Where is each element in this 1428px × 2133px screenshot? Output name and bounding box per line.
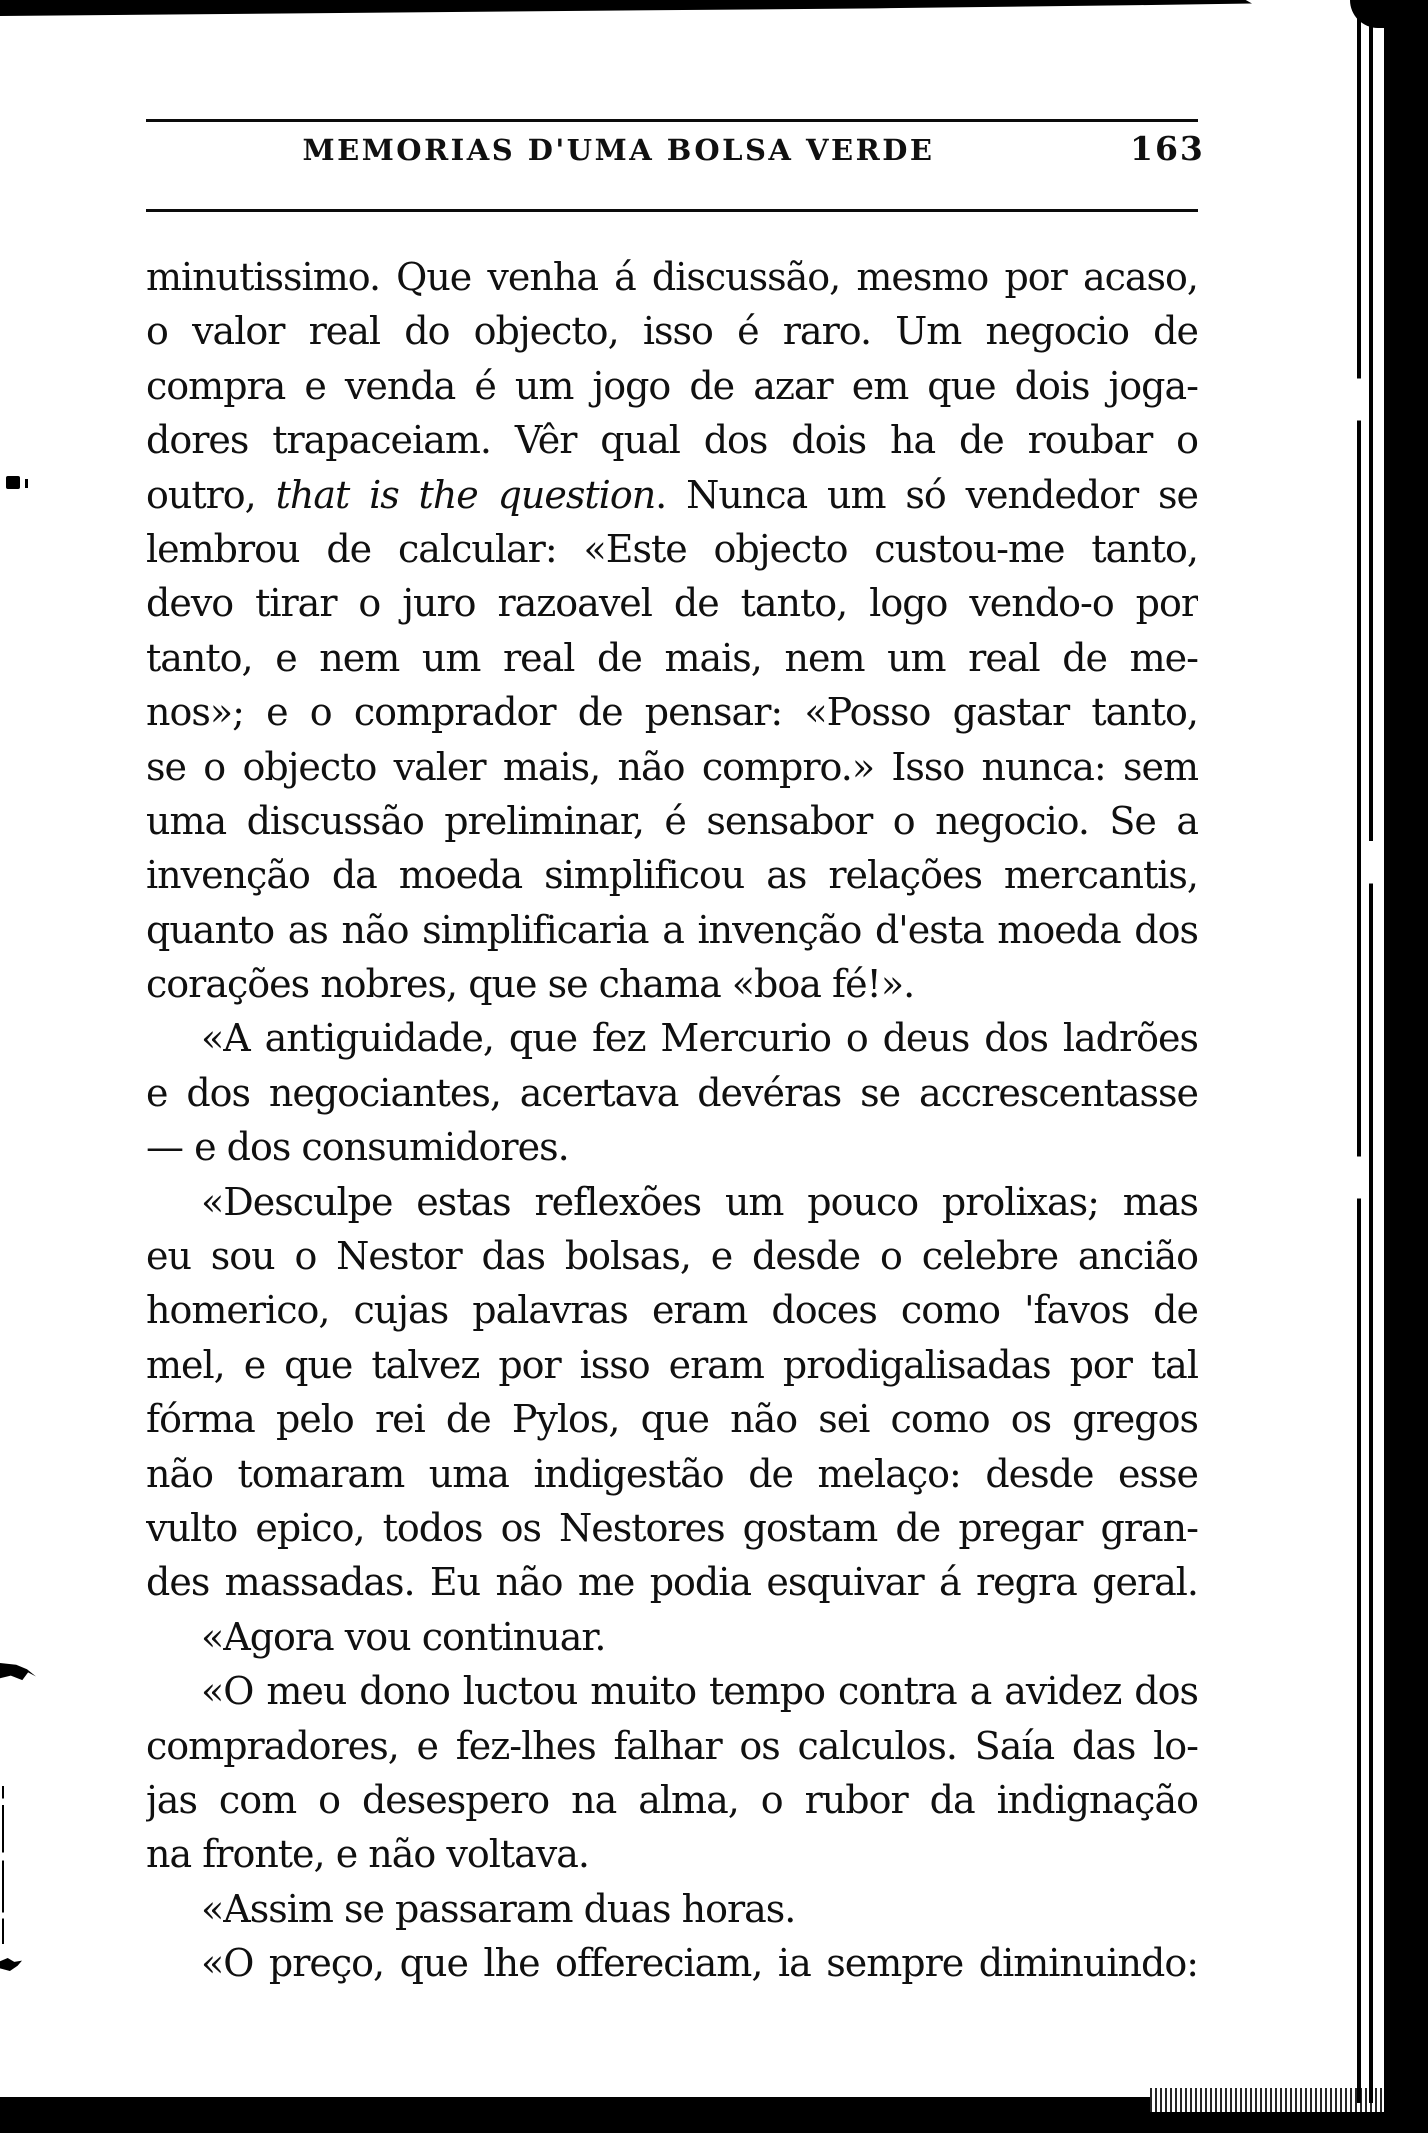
text-line: «A antiguidade, que fez Mercurio o deus dos ladrões xyxy=(201,1016,1198,1061)
margin-crease-line xyxy=(2,1786,4,1944)
margin-ink-blot xyxy=(0,1958,22,1971)
text-line: homerico, cujas palavras eram doces como 'favos de xyxy=(146,1288,1198,1333)
text-line: «O preço, que lhe offereciam, ia sempre diminuindo: xyxy=(201,1941,1198,1986)
text-line: — e dos consumidores. xyxy=(146,1125,569,1170)
header-rule-bottom xyxy=(146,209,1198,212)
text-line: não tomaram uma indigestão de melaço: desde esse xyxy=(146,1451,1198,1496)
text-line: e dos negociantes, acertava devéras se accrescentasse xyxy=(146,1070,1198,1115)
text-line: devo tirar o juro razoavel de tanto, logo vendo-o por xyxy=(146,581,1198,626)
scan-right-binding-top xyxy=(1350,0,1428,28)
margin-smudge xyxy=(0,1663,36,1681)
text-line: nos»; e o comprador de pensar: «Posso gastar tanto, xyxy=(146,690,1198,735)
margin-ink-blot xyxy=(25,479,28,488)
text-line: minutissimo. Que venha á discussão, mesmo por acaso, xyxy=(146,255,1198,299)
text-line: vulto epico, todos os Nestores gostam de pregar gran- xyxy=(146,1505,1198,1550)
text-line: compra e venda é um jogo de azar em que dois joga- xyxy=(146,363,1198,408)
text-line: o valor real do objecto, isso é raro. Um negocio de xyxy=(146,309,1198,354)
scan-right-edge-line xyxy=(1357,0,1361,2103)
text-line: fórma pelo rei de Pylos, que não sei como os gregos xyxy=(146,1397,1198,1442)
scan-bottom-page-edges xyxy=(1150,2088,1428,2112)
text-line: se o objecto valer mais, não compro.» Isso nunca: sem xyxy=(146,744,1198,789)
scan-bottom-edge xyxy=(0,2097,1150,2133)
text-line: «Assim se passaram duas horas. xyxy=(201,1886,796,1931)
running-title: MEMORIAS D'UMA BOLSA VERDE xyxy=(302,133,935,167)
text-line: quanto as não simplificaria a invenção d'esta moeda dos xyxy=(146,907,1198,952)
text-line: jas com o desespero na alma, o rubor da indignação xyxy=(146,1777,1198,1822)
text-line: «Desculpe estas reflexões um pouco prolixas; mas xyxy=(201,1179,1198,1224)
body-text xyxy=(146,250,1198,1991)
text-line: des massadas. Eu não me podia esquivar á regra geral. xyxy=(146,1560,1198,1605)
scan-top-edge xyxy=(0,0,1252,16)
scan-right-edge-line xyxy=(1369,0,1373,2103)
text-line: invenção da moeda simplificou as relações mercantis, xyxy=(146,853,1198,898)
text-line: lembrou de calcular: «Este objecto custou-me tanto, xyxy=(146,526,1198,571)
text-line: dores trapaceiam. Vêr qual dos dois ha de roubar o xyxy=(146,418,1198,463)
text-line: tanto, e nem um real de mais, nem um real de me- xyxy=(146,635,1198,680)
text-line: na fronte, e não voltava. xyxy=(146,1832,589,1877)
header-rule-top xyxy=(146,119,1198,122)
text-line: outro, that is the question. Nunca um só vendedor se xyxy=(146,472,1198,517)
text-line: «O meu dono luctou muito tempo contra a avidez dos xyxy=(201,1669,1198,1714)
scan-right-binding-band xyxy=(1384,0,1428,2133)
text-line: «Agora vou continuar. xyxy=(201,1614,606,1659)
text-line: compradores, e fez-lhes falhar os calculos. Saía das lo- xyxy=(146,1723,1198,1768)
page-number: 163 xyxy=(1130,129,1205,168)
text-line: mel, e que talvez por isso eram prodigalisadas por tal xyxy=(146,1342,1198,1387)
text-line: corações nobres, que se chama «boa fé!». xyxy=(146,962,915,1007)
scan-bottom-edge xyxy=(1150,2112,1428,2133)
text-line: uma discussão preliminar, é sensabor o negocio. Se a xyxy=(146,798,1198,843)
text-line: eu sou o Nestor das bolsas, e desde o celebre ancião xyxy=(146,1234,1198,1279)
margin-ink-blot xyxy=(6,476,20,489)
